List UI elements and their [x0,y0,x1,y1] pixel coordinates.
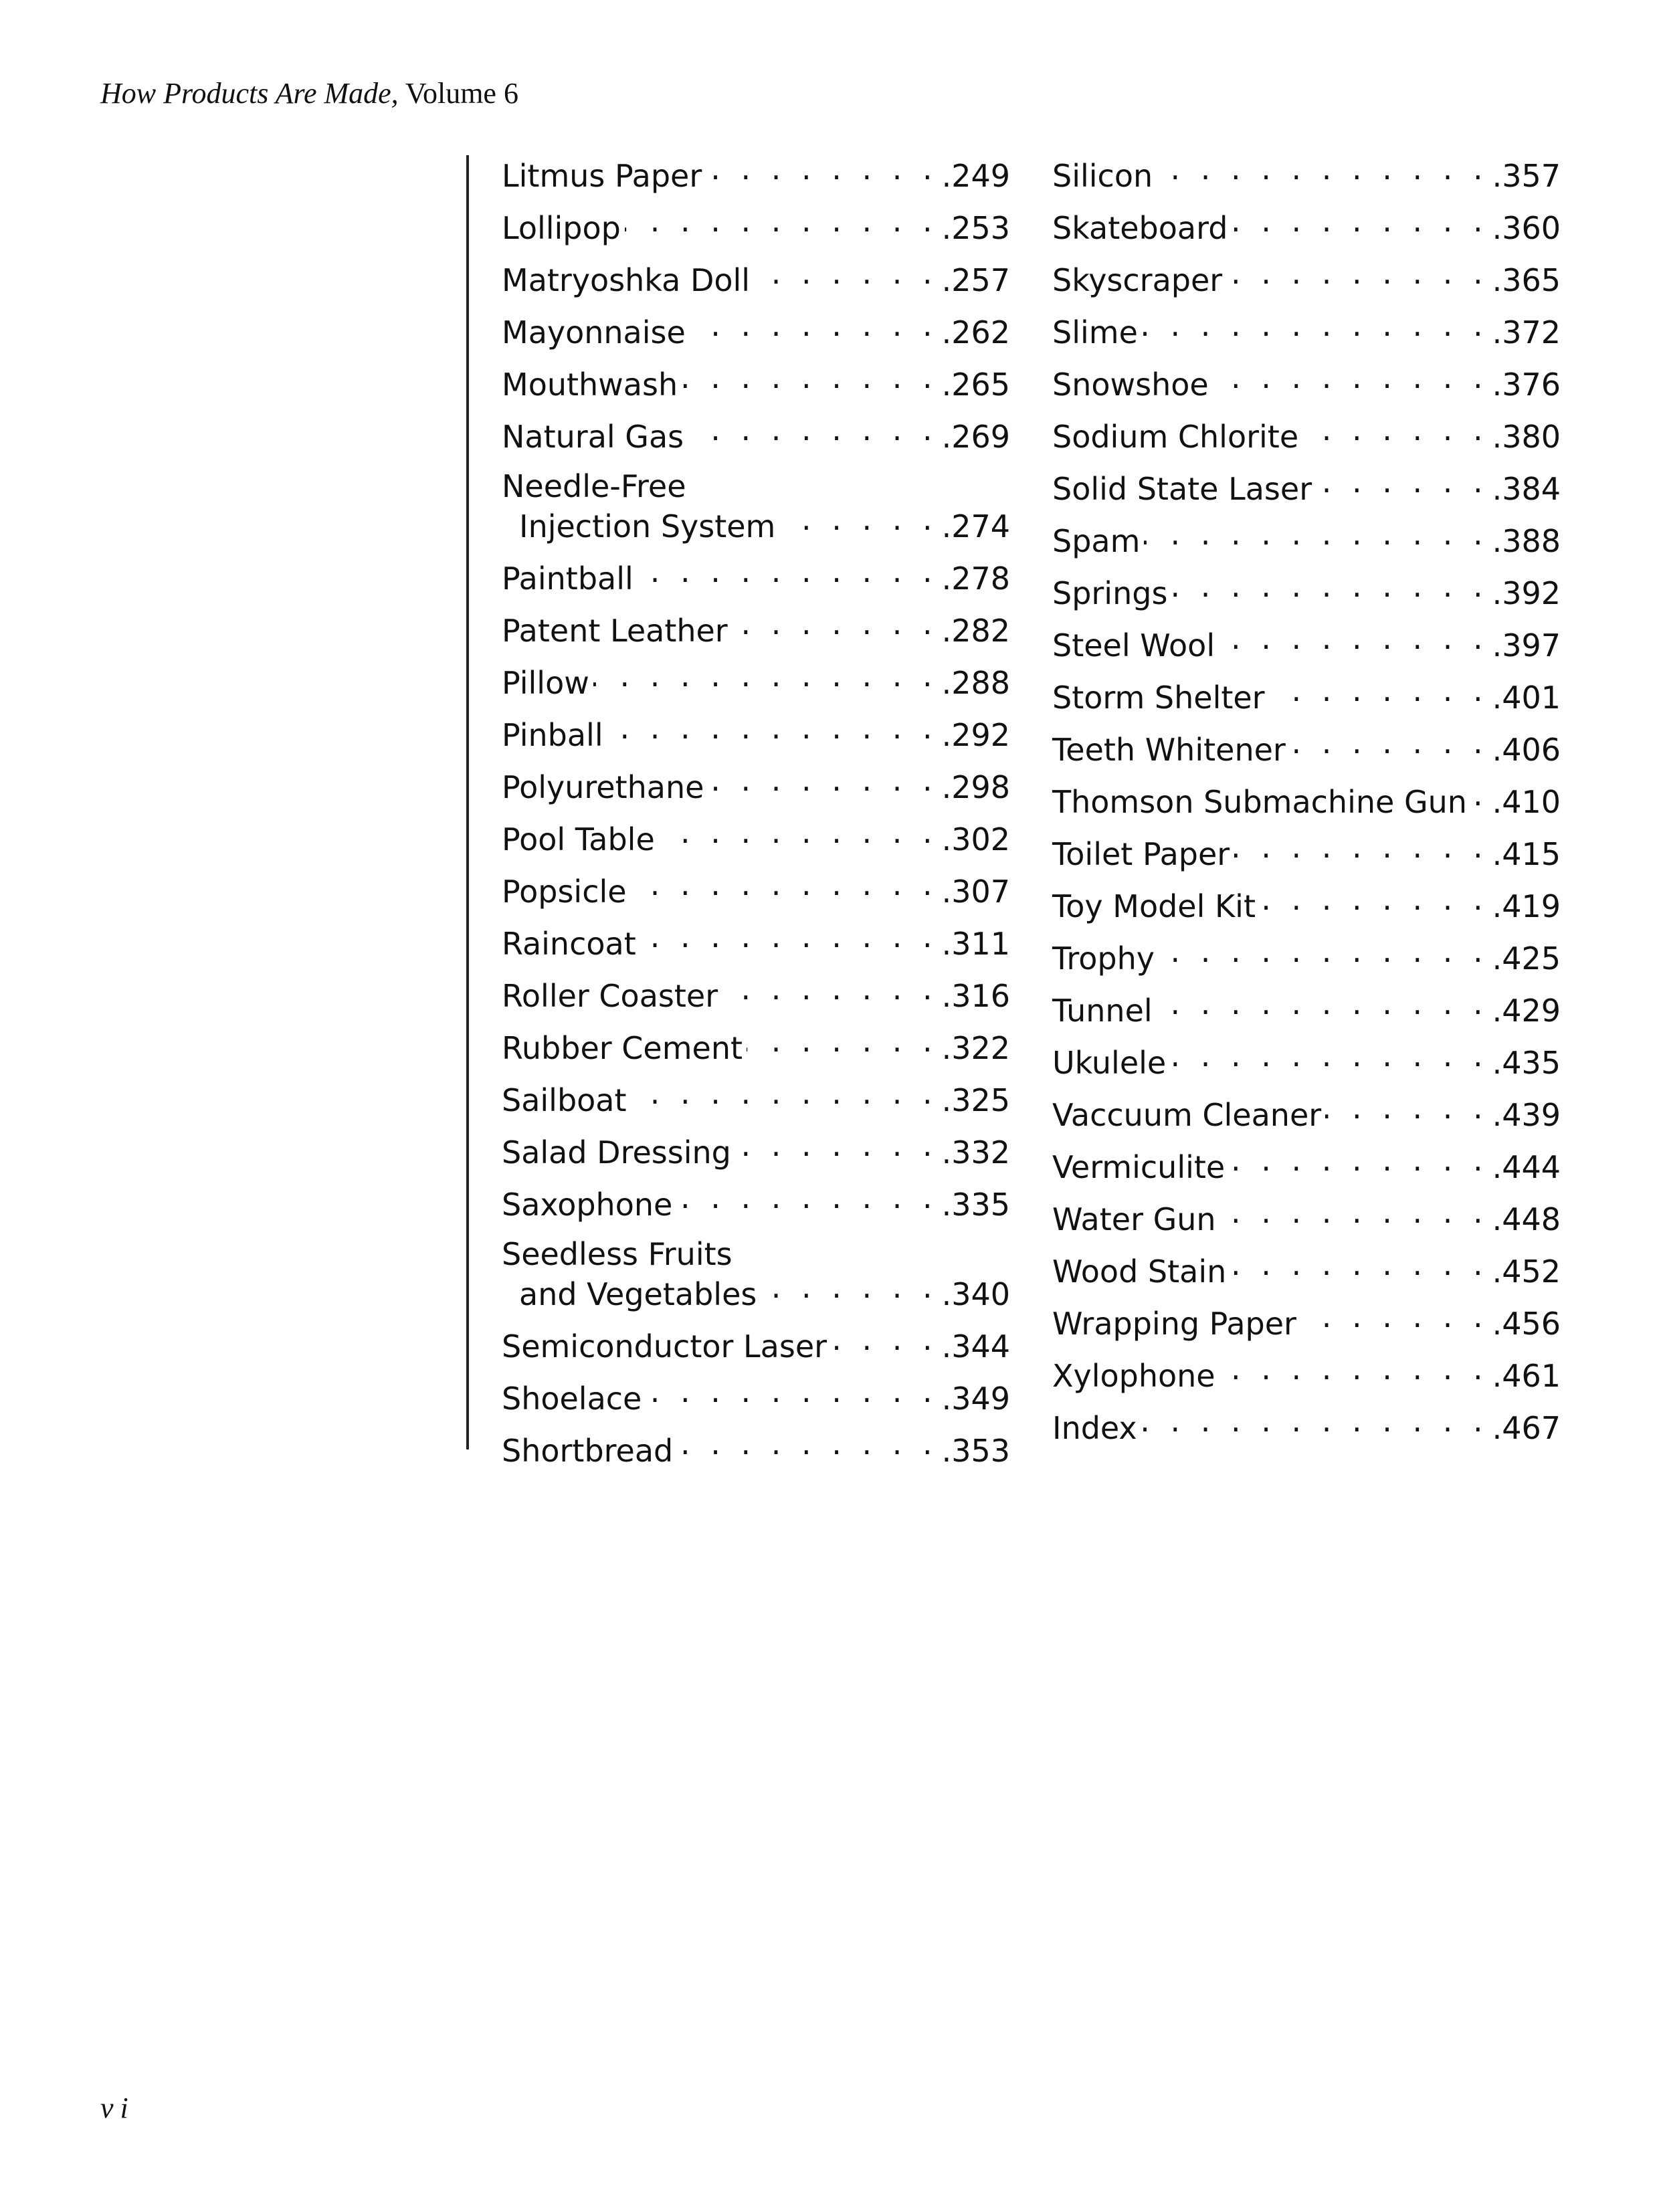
dot-leader [706,150,937,187]
toc-entry-title: Paintball [502,561,633,597]
toc-entry-title: Teeth Whitener [1052,732,1286,768]
dot-leader [607,710,938,746]
toc-entry-row [1052,464,1561,507]
toc-entry [502,153,1010,205]
toc-entry [1052,257,1561,309]
toc-entry-page-number: .265 [941,367,1010,403]
toc-entry-row [1052,516,1561,559]
toc-entry-page-number: .262 [941,314,1010,350]
toc-entry [1052,1144,1561,1196]
toc-entry-row [1052,985,1561,1029]
dot-leader [1229,1142,1488,1178]
toc-entry-row [1052,255,1561,298]
toc-entry [502,1025,1010,1077]
toc-entry-row [502,605,1010,649]
toc-entry-page-number: .372 [1492,314,1561,350]
toc-entry-title: Pool Table [502,821,655,858]
toc-entry-row [1052,620,1561,664]
toc-entry [1052,622,1561,674]
toc-entry-page-number: .456 [1492,1306,1561,1342]
toc-entry [502,660,1010,712]
toc-entry-row [502,307,1010,350]
toc-entry-row [502,971,1010,1014]
toc-entry-row [502,1269,1010,1312]
toc-entry [1052,1352,1561,1405]
toc-entry [1052,361,1561,413]
toc-entry-title: Trophy [1052,940,1155,977]
toc-entry-row [1052,1246,1561,1290]
toc-entry-row [502,150,1010,194]
toc-entry [502,1077,1010,1129]
toc-entry-row [502,1373,1010,1417]
toc-entry-row [1052,1142,1561,1185]
toc-entry [502,1233,1010,1323]
toc-entry-title: Mouthwash [502,367,678,403]
toc-entry-row [1052,777,1561,820]
toc-entry [1052,205,1561,257]
toc-entry-page-number: .357 [1492,158,1561,194]
toc-entry-title: Salad Dressing [502,1134,731,1171]
toc-entry-page-number: .282 [941,613,1010,649]
toc-entry [1052,153,1561,205]
toc-entry-row [502,553,1010,597]
toc-entry-page-number: .439 [1492,1097,1561,1133]
toc-entry-title: Semiconductor Laser [502,1328,827,1365]
toc-entry-title-line1: Needle-Free [502,468,686,504]
toc-entry-title: Xylophone [1052,1358,1215,1394]
toc-entry-title: Pillow [502,665,589,701]
toc-entry-row [1052,933,1561,977]
toc-entry [502,920,1010,973]
toc-entry [1052,987,1561,1039]
toc-entry [1052,1092,1561,1144]
toc-entry-row [502,1321,1010,1365]
toc-entry [1052,935,1561,987]
dot-leader [779,501,937,537]
toc-entry [502,466,1010,555]
toc-entry-title: Tunnel [1052,993,1153,1029]
toc-entry [502,361,1010,413]
toc-entry [1052,309,1561,361]
dot-leader [677,1425,937,1462]
toc-entry-row [502,918,1010,962]
toc-entry-row [1052,359,1561,403]
dot-leader [625,203,938,239]
dot-leader [1316,464,1488,500]
toc-entry [502,764,1010,816]
toc-entry-title: Skyscraper [1052,262,1223,298]
toc-entry-title: Raincoat [502,926,636,962]
toc-entry-title: Skateboard [1052,210,1228,246]
toc-entry [502,1427,1010,1480]
toc-entry-page-number: .292 [941,717,1010,753]
toc-entry-title: Shortbread [502,1433,674,1469]
toc-entry-title: and Vegetables [519,1276,757,1312]
toc-entry-page-number: .388 [1492,523,1561,559]
dot-leader [761,1269,937,1305]
toc-entry-row [502,1127,1010,1171]
dot-leader [631,1075,938,1111]
toc-entry [502,555,1010,607]
toc-entry-row [1052,307,1561,350]
toc-entry-row [502,1075,1010,1118]
toc-entry-page-number: .316 [941,978,1010,1014]
toc-entry-page-number: .344 [941,1328,1010,1365]
toc-entry [1052,779,1561,831]
toc-entry-page-number: .257 [941,262,1010,298]
toc-entry [502,1375,1010,1427]
dot-leader [1170,1037,1488,1074]
toc-entry-page-number: .419 [1492,888,1561,924]
toc-entry [502,205,1010,257]
toc-entry-row [502,359,1010,403]
toc-entry-row [502,1023,1010,1066]
dot-leader [646,1373,937,1409]
toc-entry-title: Toilet Paper [1052,836,1230,872]
toc-entry-page-number: .397 [1492,627,1561,664]
toc-entry-title: Spam [1052,523,1141,559]
toc-entry-row [502,762,1010,805]
toc-entry-page-number: .406 [1492,732,1561,768]
toc-entry-page-number: .298 [941,769,1010,805]
dot-leader [1260,881,1488,917]
toc-entry [502,607,1010,660]
toc-entry [1052,674,1561,726]
toc-entry-row [502,203,1010,246]
toc-entry-title: Wrapping Paper [1052,1306,1296,1342]
toc-entry-page-number: .384 [1492,471,1561,507]
toc-entry-title: Solid State Laser [1052,471,1312,507]
toc-entry-title: Storm Shelter [1052,680,1265,716]
toc-entry-page-number: .288 [941,665,1010,701]
toc-entry-row [502,411,1010,455]
toc-entry-row [1052,829,1561,872]
toc-entry [502,309,1010,361]
volume-label: Volume 6 [405,77,518,110]
toc-entry-title: Ukulele [1052,1045,1167,1081]
toc-entry-page-number: .311 [941,926,1010,962]
dot-leader [640,918,938,954]
toc-entry [502,973,1010,1025]
toc-entry-row [1052,1090,1561,1133]
dot-leader [1213,359,1488,395]
toc-entry-title: Slime [1052,314,1138,350]
dot-leader [735,1127,938,1163]
toc-entry-page-number: .335 [941,1187,1010,1223]
toc-entry [502,1323,1010,1375]
toc-entry [502,1129,1010,1181]
toc-entry [1052,570,1561,622]
toc-entry-title: Pinball [502,717,603,753]
toc-entry-page-number: .307 [941,874,1010,910]
toc-entry [502,868,1010,920]
toc-entry-title: Litmus Paper [502,158,702,194]
dot-leader [1220,1194,1488,1230]
toc-right-column [1052,153,1561,1457]
dot-leader [631,866,938,902]
dot-leader [1230,1246,1488,1282]
toc-entry-title: Index [1052,1410,1137,1446]
dot-leader [754,255,938,291]
toc-entry-title: Roller Coaster [502,978,718,1014]
toc-entry [1052,831,1561,883]
toc-entry-row [1052,150,1561,194]
toc-entry-title: Springs [1052,575,1168,611]
toc-entry-row [502,255,1010,298]
toc-entry-row [1052,1298,1561,1342]
dot-leader [1141,1403,1488,1439]
dot-leader [1157,150,1488,187]
dot-leader [688,411,937,447]
toc-entry-page-number: .353 [941,1433,1010,1469]
toc-entry-title: Silicon [1052,158,1153,194]
dot-leader [722,971,937,1007]
toc-entry-row [1052,881,1561,924]
toc-entry [1052,1039,1561,1092]
dot-leader [1159,933,1488,969]
toc-entry-page-number: .435 [1492,1045,1561,1081]
dot-leader [1234,829,1488,865]
toc-entry-title: Popsicle [502,874,627,910]
dot-leader [1290,724,1488,761]
toc-entry [1052,1196,1561,1248]
dot-leader [1142,307,1488,343]
toc-entry-page-number: .360 [1492,210,1561,246]
toc-entry [502,413,1010,466]
toc-entry [502,1181,1010,1233]
dot-leader [676,1179,937,1215]
toc-entry-title: Sailboat [502,1082,627,1118]
toc-entry-page-number: .467 [1492,1410,1561,1446]
dot-leader [1171,568,1488,604]
toc-entry-row [1052,568,1561,611]
toc-entry-row [502,658,1010,701]
toc-entry [1052,1405,1561,1457]
page-folio: vi [100,2092,135,2124]
toc-entry-title: Shoelace [502,1381,642,1417]
toc-entry-title: Saxophone [502,1187,673,1223]
toc-entry-title: Patent Leather [502,613,728,649]
toc-entry-title: Snowshoe [1052,367,1209,403]
toc-entry-row [1052,1037,1561,1081]
toc-entry [502,257,1010,309]
toc-left-column [502,153,1010,1480]
dot-leader [1302,411,1488,447]
toc-entry-title: Matryoshka Doll [502,262,751,298]
dot-leader [1269,672,1488,708]
dot-leader [1226,255,1488,291]
dot-leader [593,658,938,694]
dot-leader [638,553,938,589]
toc-entry-page-number: .410 [1492,784,1561,820]
toc-entry-page-number: .274 [941,508,1010,544]
toc-entry-row [502,710,1010,753]
toc-entry-row [1052,1194,1561,1237]
toc-entry-page-number: .325 [941,1082,1010,1118]
toc-entry [1052,883,1561,935]
dot-leader [1157,985,1488,1021]
toc-entry-row [502,866,1010,910]
toc-entry-page-number: .415 [1492,836,1561,872]
toc-entry-title: Steel Wool [1052,627,1215,664]
toc-entry-page-number: .340 [941,1276,1010,1312]
toc-entry [1052,1300,1561,1352]
toc-entry-page-number: .349 [941,1381,1010,1417]
toc-entry-page-number: .269 [941,419,1010,455]
toc-entry-page-number: .322 [941,1030,1010,1066]
toc-entry-row [1052,411,1561,455]
toc-entry-title: Rubber Cement [502,1030,743,1066]
toc-entry-page-number: .392 [1492,575,1561,611]
toc-entry-title: Toy Model Kit [1052,888,1256,924]
toc-entry-page-number: .444 [1492,1149,1561,1185]
toc-entry-row [1052,1403,1561,1446]
toc-entry-title: Injection System [519,508,776,544]
toc-entry [1052,466,1561,518]
toc-entry-title: Sodium Chlorite [1052,419,1299,455]
running-head [100,79,518,108]
toc-entry-page-number: .332 [941,1134,1010,1171]
toc-entry [1052,413,1561,466]
dot-leader [831,1321,938,1357]
toc-entry-page-number: .452 [1492,1253,1561,1290]
toc-entry-page-number: .401 [1492,680,1561,716]
toc-entry-title: Vaccuum Cleaner [1052,1097,1322,1133]
book-title: How Products Are Made, [100,77,399,110]
toc-entry-row [1052,672,1561,716]
toc-entry [1052,518,1561,570]
dot-leader [1219,620,1488,656]
toc-entry-page-number: .278 [941,561,1010,597]
toc-entry-page-number: .461 [1492,1358,1561,1394]
toc-entry-page-number: .249 [941,158,1010,194]
dot-leader [1471,777,1488,813]
toc-entry-row [1052,1350,1561,1394]
toc-entry-row [1052,724,1561,768]
dot-leader [708,762,937,798]
toc-entry-title-line1: Seedless Fruits [502,1236,733,1272]
dot-leader [732,605,938,641]
toc-entry [502,816,1010,868]
toc-entry-title: Wood Stain [1052,1253,1227,1290]
toc-entry-page-number: .429 [1492,993,1561,1029]
toc-entry-page-number: .380 [1492,419,1561,455]
toc-entry-title: Water Gun [1052,1201,1216,1237]
toc-entry-page-number: .253 [941,210,1010,246]
dot-leader [747,1023,938,1059]
toc-entry-page-number: .448 [1492,1201,1561,1237]
toc-entry-page-number: .302 [941,821,1010,858]
toc-entry-row [502,1179,1010,1223]
toc-entry-row [1052,203,1561,246]
column-rule [466,155,469,1449]
toc-entry-row [502,1425,1010,1469]
toc-entry-row [502,501,1010,544]
toc-entry-title: Vermiculite [1052,1149,1226,1185]
toc-entry-page-number: .425 [1492,940,1561,977]
toc-entry-title: Polyurethane [502,769,704,805]
toc-entry-page-number: .376 [1492,367,1561,403]
dot-leader [1232,203,1488,239]
dot-leader [1325,1090,1488,1126]
toc-entry-page-number: .365 [1492,262,1561,298]
dot-leader [1144,516,1488,552]
dot-leader [690,307,938,343]
toc-entry-title: Thomson Submachine Gun [1052,784,1467,820]
toc-entry [1052,1248,1561,1300]
dot-leader [659,814,938,850]
toc-entry-title: Natural Gas [502,419,684,455]
dot-leader [682,359,937,395]
dot-leader [1219,1350,1488,1387]
toc-entry [1052,726,1561,779]
toc-entry [502,712,1010,764]
dot-leader [1300,1298,1488,1334]
toc-entry-title: Mayonnaise [502,314,686,350]
toc-entry-row [502,814,1010,858]
toc-entry-title: Lollipop [502,210,621,246]
